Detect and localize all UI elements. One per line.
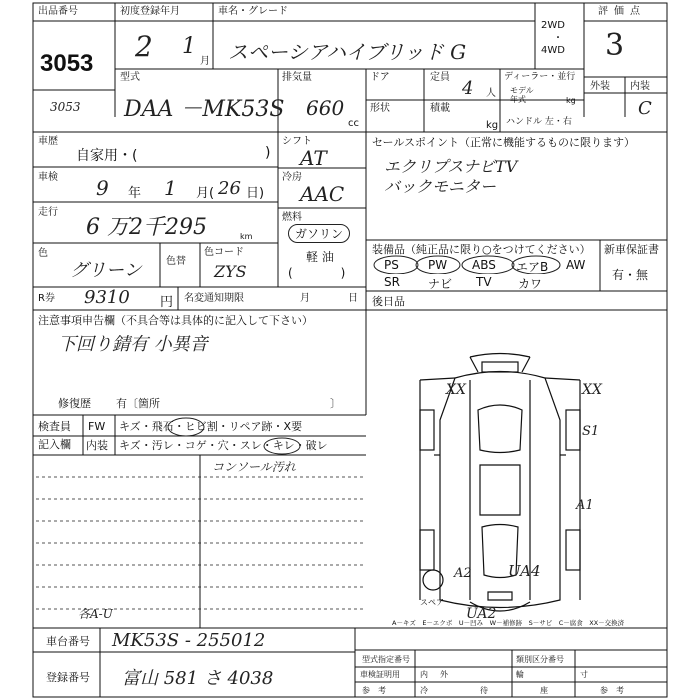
score-label: 評価点	[598, 6, 646, 17]
exterior-label: 外装	[590, 81, 610, 92]
equipment-abs: ABS	[472, 258, 496, 272]
interior-grade: C	[638, 98, 652, 119]
registration-label: 登録番号	[46, 671, 90, 684]
inspector-fw-text: キズ・飛石・ヒビ割・リペア跡・X要	[119, 420, 303, 433]
displacement-value: 660	[306, 96, 345, 120]
footer-cold-label: 冷	[420, 686, 428, 695]
score-value: 3	[605, 28, 625, 63]
lot-number: 3053	[40, 50, 94, 77]
damage-legend: A－キズ E－エクボ U－凹み W－補修跡 S－サビ C－腐食 XX－交換済	[392, 619, 625, 627]
drive-2wd: 2WD	[541, 20, 565, 31]
notes-value: 下回り錆有 小異音	[58, 334, 208, 355]
inspection-month-unit: 月(	[196, 186, 215, 201]
inspector-fw-label: FW	[88, 420, 106, 433]
category-close: )	[265, 145, 271, 161]
first-registration-label: 初度登録年月	[120, 6, 180, 17]
category-number-label: 類別区分番号	[516, 655, 564, 664]
footer-ref2-label: 参 考	[600, 686, 624, 695]
equipment-aw: AW	[566, 258, 586, 272]
inspector-circles	[160, 414, 310, 456]
fuel-diesel: 軽 油	[306, 250, 334, 264]
sales-point-line-2: バックモニター	[384, 177, 497, 196]
inspection-year-unit: 年	[128, 186, 142, 201]
notes-label: 注意事項申告欄（不具合等は具体的に記入して下さい）	[38, 314, 313, 327]
damage-mark-a1: A1	[576, 498, 594, 513]
first-registration-month-unit: 月	[200, 56, 210, 67]
footer-ext-label: 外	[440, 670, 448, 679]
color-label: 色	[38, 248, 48, 259]
fuel-label: 燃料	[282, 212, 302, 223]
displacement-unit: cc	[348, 118, 359, 129]
name-change-label: 名変通知期限	[184, 293, 244, 304]
drive-dot: ・	[553, 33, 563, 44]
footer-inner-label: 内	[420, 670, 428, 679]
inspection-day: 26	[218, 178, 241, 199]
inspector-interior-text: キズ・汚レ・コゲ・穴・スレ・キレ・破レ	[119, 439, 328, 452]
car-name-label: 車名・グレード	[218, 6, 288, 17]
load-label: 積載	[430, 103, 450, 114]
inspector-label: 検査員	[38, 420, 71, 433]
category-label: 車歴	[38, 136, 58, 147]
mileage-unit: km	[240, 232, 253, 241]
warranty-label: 新車保証書	[604, 243, 659, 256]
inspector-interior-label: 内装	[86, 439, 108, 452]
shift-value: AT	[300, 146, 327, 170]
footer-wheel-label: 輪	[516, 670, 524, 679]
equipment-leather: カワ	[518, 277, 543, 291]
cert-label: 車検証明用	[360, 670, 400, 679]
capacity-label: 定員	[430, 72, 450, 83]
dealer-label: ディーラー・並行	[504, 72, 576, 82]
equipment-navi: ナビ	[428, 277, 453, 291]
color-change-label: 色替	[166, 256, 186, 267]
spare-label: スペア	[420, 598, 444, 607]
equipment-airbag: エアB	[516, 260, 549, 274]
recycle-unit: 円	[160, 295, 174, 310]
equipment-pw: PW	[428, 258, 448, 272]
damage-mark-ua4: UA4	[508, 562, 541, 580]
name-change-day: 日	[348, 293, 358, 304]
load-unit: kg	[486, 120, 499, 131]
model-year-unit: kg	[566, 96, 576, 105]
footer-wait-label: 待	[480, 686, 488, 695]
sales-point-line-1: エクリプスナビTV	[384, 157, 518, 176]
equipment-sr: SR	[384, 275, 400, 289]
model-label: 型式	[120, 72, 140, 83]
first-registration-month: 1	[182, 34, 196, 59]
damage-mark-front-right: XX	[582, 382, 602, 398]
equipment-label: 装備品（純正品に限り○をつけてください）	[372, 243, 591, 256]
fuel-gasoline-circled: ガソリン	[288, 224, 350, 243]
damage-mark-a2: A2	[454, 566, 472, 581]
handle-label: ハンドル 左・右	[506, 117, 572, 127]
registration-value: 富山 581 さ 4038	[122, 668, 274, 689]
footer-ref-label: 参 考	[362, 686, 386, 695]
fuel-other: ( )	[288, 266, 346, 280]
inspector-hand-note: コンソール汚れ	[212, 460, 296, 474]
lot-label: 出品番号	[38, 6, 78, 17]
ac-label: 冷房	[282, 172, 302, 183]
inspection-month: 1	[164, 176, 177, 200]
recycle-value: 9310	[84, 287, 130, 308]
ac-value: AAC	[300, 182, 345, 206]
mileage-label: 走行	[38, 207, 58, 218]
lot-hand-note: 3053	[50, 100, 81, 114]
recycle-label: R券	[38, 293, 55, 304]
inspection-day-unit: 日)	[246, 186, 265, 201]
drive-4wd: 4WD	[541, 45, 565, 56]
car-name-value: スペーシアハイブリッド G	[228, 40, 467, 64]
interior-label: 内装	[630, 81, 650, 92]
rear-items-label: 後日品	[372, 295, 405, 308]
warranty-value: 有・無	[612, 268, 649, 282]
mileage-value: 6 万2千295	[86, 215, 207, 240]
type-designation-label: 型式指定番号	[362, 655, 410, 664]
shape-label: 形状	[370, 103, 390, 114]
damage-mark-s1: S1	[582, 424, 600, 439]
color-value: グリーン	[70, 260, 142, 281]
sales-points-label: セールスポイント（正常に機能するものに限ります）	[372, 136, 636, 149]
color-code-label: 色コード	[204, 247, 244, 258]
equipment-circles	[372, 252, 562, 274]
name-change-month: 月	[300, 293, 310, 304]
car-diagram	[420, 354, 580, 612]
category-value: 自家用・(	[76, 148, 138, 164]
color-code-value: ZYS	[214, 262, 247, 281]
capacity-unit: 人	[486, 88, 496, 99]
displacement-label: 排気量	[282, 72, 312, 83]
chassis-label: 車台番号	[46, 635, 90, 648]
footer-size-label: 寸	[580, 670, 588, 679]
footer-sitting-label: 座	[540, 686, 548, 695]
equipment-tv: TV	[476, 275, 492, 289]
equipment-ps: PS	[384, 258, 399, 272]
repair-history-value: 有〔箇所	[116, 397, 160, 410]
model-value: DAA －MK53S	[124, 97, 285, 122]
damage-mark-front-left: XX	[446, 382, 466, 398]
inspection-year: 9	[96, 176, 109, 200]
bottom-hand-note: 各A-U	[78, 607, 113, 621]
shift-label: シフト	[282, 136, 312, 147]
inspector-entry-label: 記入欄	[38, 438, 71, 451]
inspection-label: 車検	[38, 172, 58, 183]
door-label: ドア	[370, 72, 390, 83]
repair-history-label: 修復歴	[58, 397, 91, 410]
first-registration-year: 2	[135, 30, 153, 63]
damage-mark-ua2: UA2	[466, 606, 497, 622]
capacity-value: 4	[462, 78, 474, 99]
repair-history-close: 〕	[330, 397, 341, 410]
chassis-value: MK53S - 255012	[112, 630, 266, 651]
model-year-label: モデル 年式	[510, 86, 534, 104]
